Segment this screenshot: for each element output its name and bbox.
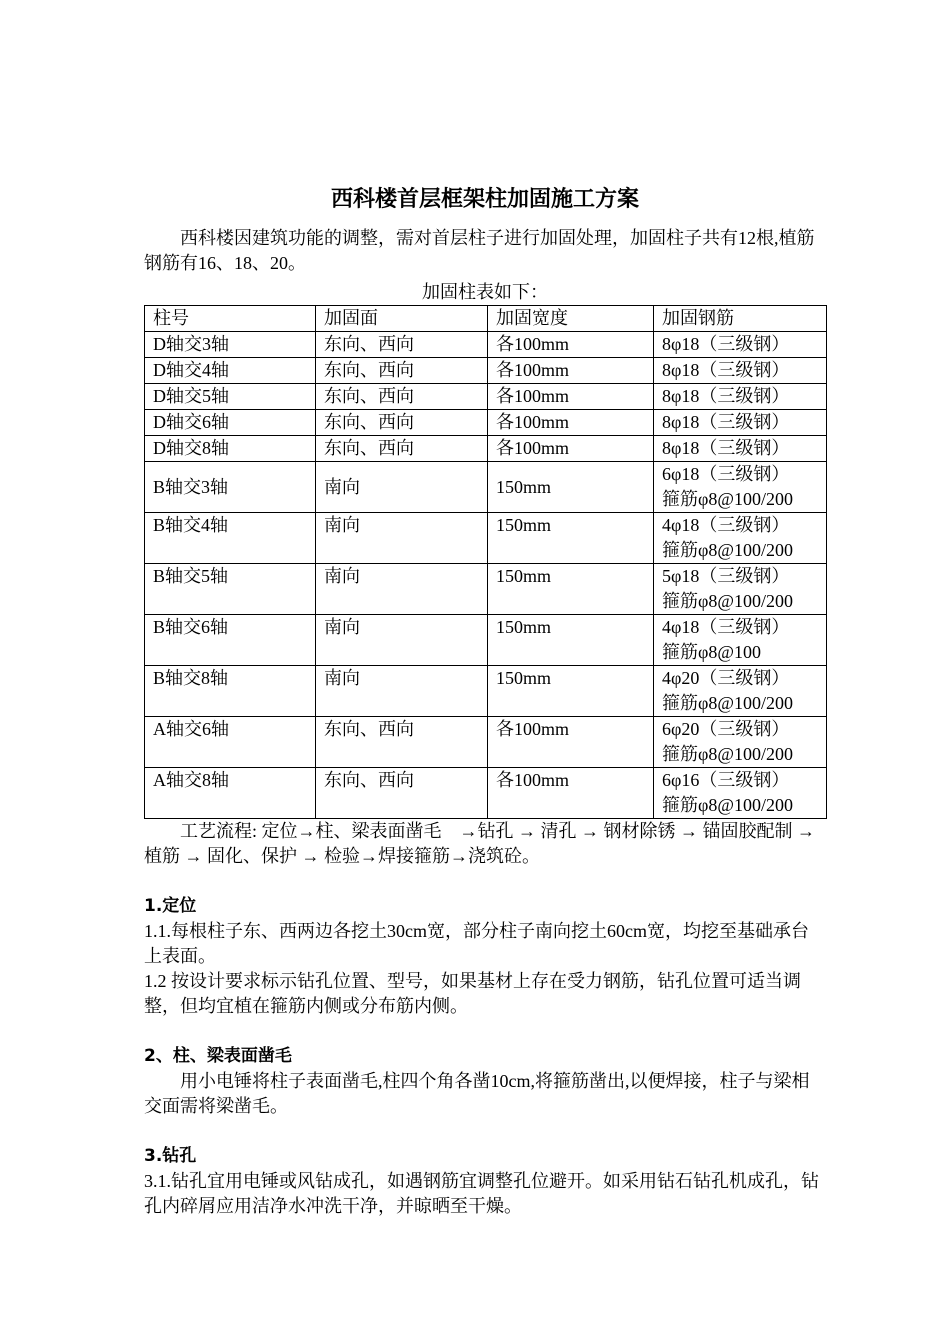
rebar-main: 6φ18（三级钢） [662, 464, 790, 484]
rebar-main: 5φ18（三级钢） [662, 566, 790, 586]
cell-width: 各100mm [488, 717, 654, 768]
cell-column-id: D轴交3轴 [145, 332, 316, 358]
sections [144, 869, 826, 1219]
cell-face: 东向、西向 [316, 436, 488, 462]
section-paragraph: 1.2 按设计要求标示钻孔位置、型号，如果基材上存在受力钢筋，钻孔位置可适当调整，但均宜植在箍筋内侧或分布筋内侧。 [144, 971, 801, 1016]
cell-width: 各100mm [488, 384, 654, 410]
cell-rebar [654, 666, 827, 717]
section-heading: 1.定位 [144, 896, 197, 916]
cell-column-id: A轴交8轴 [145, 768, 316, 819]
table-body [145, 332, 827, 819]
rebar-stirrup: 箍筋φ8@100/200 [662, 795, 793, 815]
rebar-main: 4φ18（三级钢） [662, 617, 790, 637]
cell-column-id: B轴交8轴 [145, 666, 316, 717]
rebar-main: 6φ20（三级钢） [662, 719, 790, 739]
cell-face: 东向、西向 [316, 384, 488, 410]
cell-column-id: A轴交6轴 [145, 717, 316, 768]
reinforcement-table [144, 305, 827, 819]
section-spacer [144, 1019, 826, 1044]
cell-column-id: B轴交4轴 [145, 513, 316, 564]
section-heading: 3.钻孔 [144, 1146, 197, 1166]
cell-face: 东向、西向 [316, 332, 488, 358]
cell-rebar [654, 768, 827, 819]
table-row [145, 436, 827, 462]
cell-width: 150mm [488, 564, 654, 615]
rebar-stirrup: 箍筋φ8@100/200 [662, 591, 793, 611]
cell-face: 南向 [316, 513, 488, 564]
cell-column-id: B轴交6轴 [145, 615, 316, 666]
cell-rebar [654, 717, 827, 768]
rebar-stirrup: 箍筋φ8@100/200 [662, 744, 793, 764]
table-row [145, 410, 827, 436]
section-paragraph: 1.1.每根柱子东、西两边各挖土30cm宽，部分柱子南向挖土60cm宽，均挖至基础承台上表面。 [144, 921, 809, 966]
cell-rebar [654, 462, 827, 513]
table-row [145, 564, 827, 615]
cell-width: 150mm [488, 666, 654, 717]
rebar-stirrup: 箍筋φ8@100/200 [662, 540, 793, 560]
table-row [145, 462, 827, 513]
cell-rebar [654, 332, 827, 358]
table-row [145, 666, 827, 717]
cell-rebar [654, 564, 827, 615]
rebar-stirrup: 箍筋φ8@100/200 [662, 693, 793, 713]
rebar-main: 4φ18（三级钢） [662, 515, 790, 535]
section-spacer [144, 869, 826, 894]
section-paragraph: 用小电锤将柱子表面凿毛,柱四个角各凿10cm,将箍筋凿出,以便焊接，柱子与梁相交面需将梁凿毛。 [144, 1071, 810, 1116]
cell-rebar [654, 384, 827, 410]
cell-face: 东向、西向 [316, 768, 488, 819]
cell-width: 150mm [488, 462, 654, 513]
table-row [145, 384, 827, 410]
document-body [144, 182, 826, 1219]
header-column-id: 柱号 [145, 306, 316, 332]
cell-width: 各100mm [488, 410, 654, 436]
cell-width: 各100mm [488, 436, 654, 462]
cell-rebar [654, 410, 827, 436]
cell-width: 150mm [488, 513, 654, 564]
cell-rebar [654, 436, 827, 462]
cell-face: 东向、西向 [316, 717, 488, 768]
table-row [145, 717, 827, 768]
rebar-main: 4φ20（三级钢） [662, 668, 790, 688]
intro-paragraph: 西科楼因建筑功能的调整，需对首层柱子进行加固处理，加固柱子共有12根,植筋钢筋有16、18、20。 [144, 228, 815, 273]
cell-face: 南向 [316, 615, 488, 666]
cell-width: 各100mm [488, 332, 654, 358]
cell-face: 南向 [316, 564, 488, 615]
cell-rebar [654, 358, 827, 384]
rebar-main: 8φ18（三级钢） [662, 386, 790, 406]
table-row [145, 615, 827, 666]
document-title: 西科楼首层框架柱加固施工方案 [330, 187, 639, 212]
table-row [145, 768, 827, 819]
header-face: 加固面 [316, 306, 488, 332]
cell-column-id: B轴交5轴 [145, 564, 316, 615]
section-heading: 2、柱、梁表面凿毛 [144, 1046, 292, 1066]
rebar-main: 8φ18（三级钢） [662, 360, 790, 380]
cell-width: 各100mm [488, 358, 654, 384]
rebar-stirrup: 箍筋φ8@100 [662, 642, 761, 662]
header-rebar: 加固钢筋 [654, 306, 827, 332]
rebar-main: 6φ16（三级钢） [662, 770, 790, 790]
cell-column-id: D轴交8轴 [145, 436, 316, 462]
cell-face: 东向、西向 [316, 358, 488, 384]
table-row [145, 513, 827, 564]
cell-rebar [654, 513, 827, 564]
cell-face: 东向、西向 [316, 410, 488, 436]
cell-column-id: D轴交6轴 [145, 410, 316, 436]
cell-rebar [654, 615, 827, 666]
cell-column-id: D轴交5轴 [145, 384, 316, 410]
process-flow: 工艺流程: 定位→柱、梁表面凿毛 →钻孔 → 清孔 → 钢材除锈 → 锚固胶配制 → 植筋 → 固化、保护 → 检验→焊接箍筋→浇筑砼。 [144, 821, 815, 866]
section-spacer [144, 1119, 826, 1144]
cell-face: 南向 [316, 462, 488, 513]
cell-face: 南向 [316, 666, 488, 717]
table-row [145, 358, 827, 384]
table-caption: 加固柱表如下： [422, 282, 548, 302]
rebar-main: 8φ18（三级钢） [662, 334, 790, 354]
table-row [145, 332, 827, 358]
cell-column-id: B轴交3轴 [145, 462, 316, 513]
rebar-main: 8φ18（三级钢） [662, 438, 790, 458]
cell-column-id: D轴交4轴 [145, 358, 316, 384]
section-paragraph: 3.1.钻孔宜用电锤或风钻成孔，如遇钢筋宜调整孔位避开。如采用钻石钻孔机成孔，钻孔内碎屑应用洁净水冲洗干净，并晾晒至干燥。 [144, 1171, 819, 1216]
cell-width: 150mm [488, 615, 654, 666]
rebar-stirrup: 箍筋φ8@100/200 [662, 489, 793, 509]
cell-width: 各100mm [488, 768, 654, 819]
header-width: 加固宽度 [488, 306, 654, 332]
table-header-row [145, 306, 827, 332]
rebar-main: 8φ18（三级钢） [662, 412, 790, 432]
